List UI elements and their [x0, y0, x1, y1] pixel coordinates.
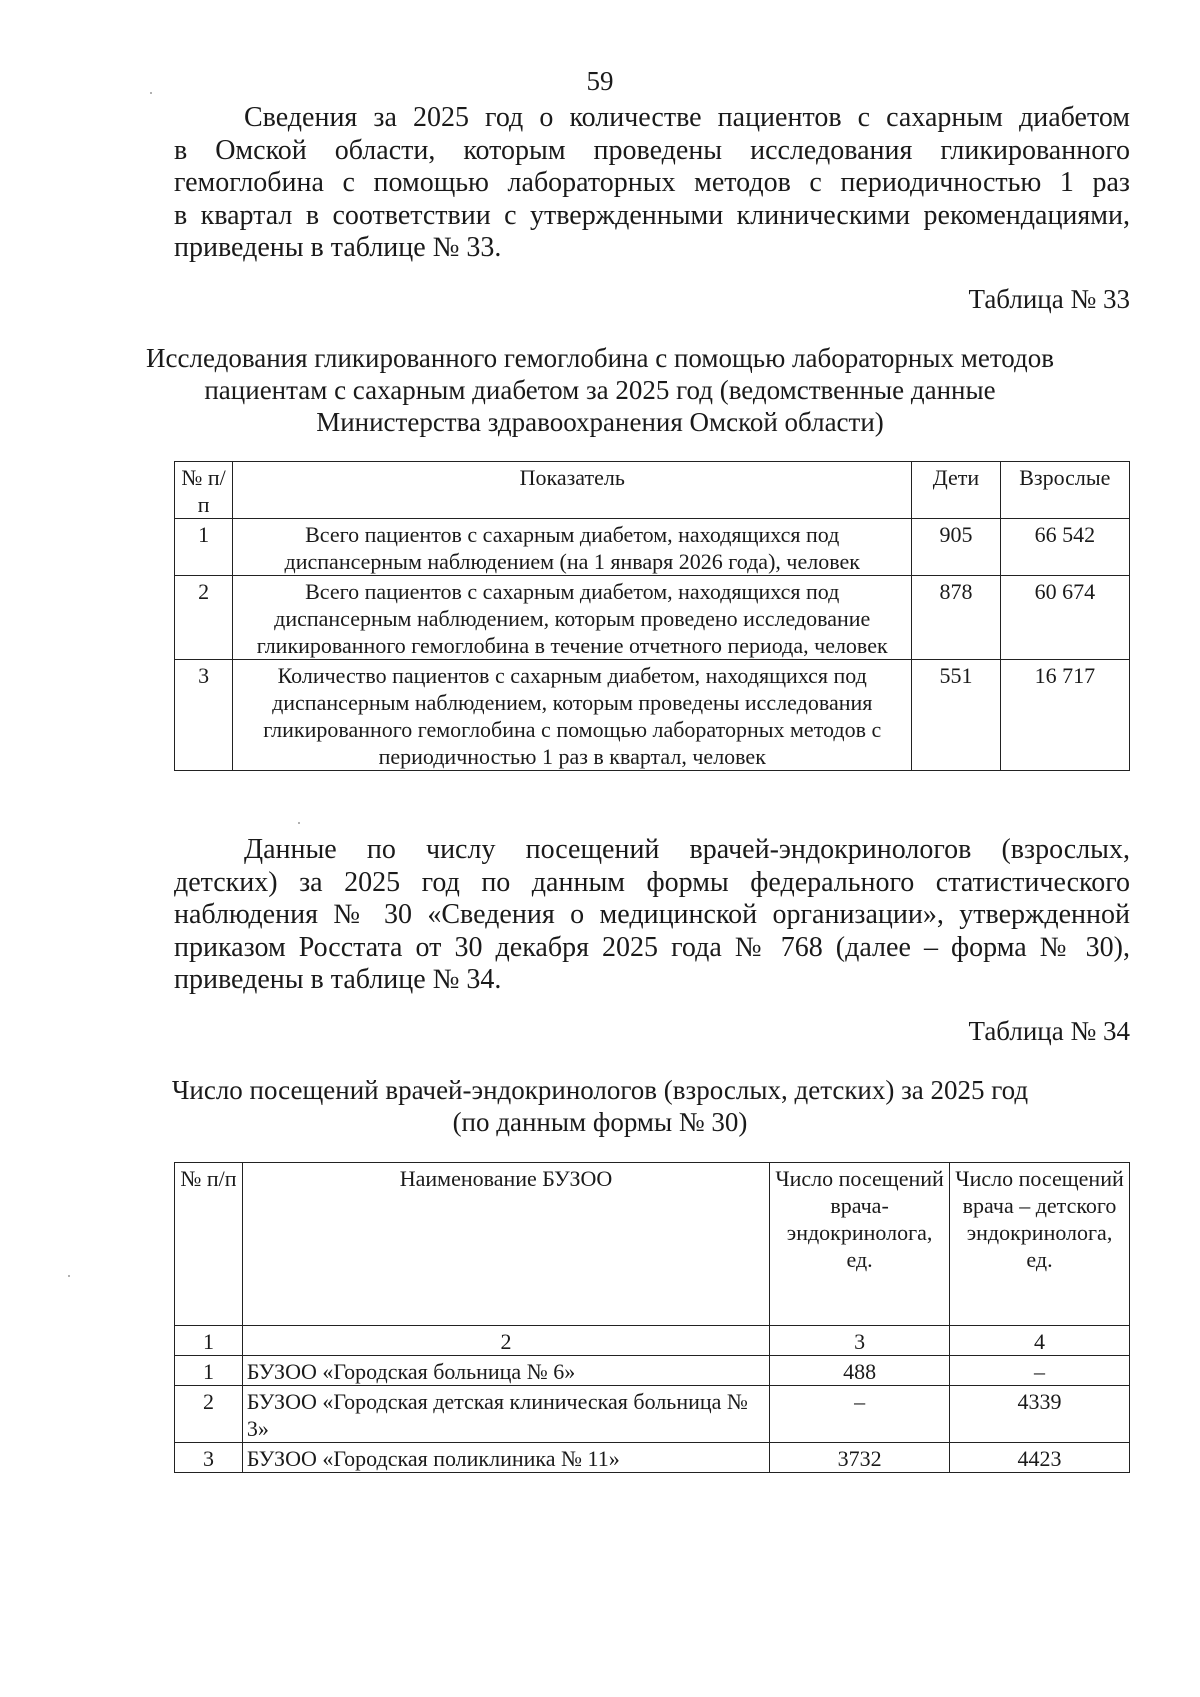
row-name: БУЗОО «Городская поликлиника № 11»	[242, 1443, 769, 1473]
column-number: 1	[175, 1326, 243, 1356]
table-33-label: Таблица № 33	[968, 284, 1130, 314]
row-adult-visits: 488	[770, 1356, 950, 1386]
second-line: наблюдения № 30 «Сведения о медицинской организации», утвержденной	[174, 899, 1130, 930]
header-indicator: Показатель	[233, 462, 912, 519]
scan-speck	[68, 1275, 70, 1277]
row-child-visits: 4423	[950, 1443, 1130, 1473]
table-34-title-line: (по данным формы № 30)	[452, 1107, 748, 1137]
second-line: Данные по числу посещений врачей-эндокринологов (взрослых,	[244, 834, 1130, 865]
table-row	[175, 660, 1130, 771]
row-adult-visits: 3732	[770, 1443, 950, 1473]
header-children: Дети	[912, 462, 1000, 519]
second-line: приведены в таблице № 34.	[174, 964, 502, 995]
intro-line: гемоглобина с помощью лабораторных методов с периодичностью 1 раз	[174, 167, 1130, 198]
header-num: № п/п	[175, 1163, 243, 1326]
second-paragraph	[174, 834, 1130, 997]
row-indicator: Всего пациентов с сахарным диабетом, находящихся под диспансерным наблюдением (на 1 января 2026 года), человек	[233, 519, 912, 576]
table-row	[175, 1443, 1130, 1473]
table-row	[175, 519, 1130, 576]
row-adults: 66 542	[1000, 519, 1129, 576]
table-row	[175, 576, 1130, 660]
page-number: 59	[586, 66, 614, 96]
column-number: 2	[242, 1326, 769, 1356]
row-indicator: Всего пациентов с сахарным диабетом, находящихся под диспансерным наблюдением, которым проведено исследование гликированного гемоглобина в течение отчетного периода, человек	[233, 576, 912, 660]
header-adult-visits: Число посещений врача-эндокринолога, ед.	[770, 1163, 950, 1326]
row-num: 2	[175, 1386, 243, 1443]
row-child-visits: 4339	[950, 1386, 1130, 1443]
table-row	[175, 1386, 1130, 1443]
intro-line: в Омской области, которым проведены исследования гликированного	[174, 134, 1130, 166]
table-34	[174, 1162, 1130, 1473]
row-name: БУЗОО «Городская детская клиническая больница № 3»	[242, 1386, 769, 1443]
row-adult-visits: –	[770, 1386, 950, 1443]
second-line: приказом Росстата от 30 декабря 2025 года № 768 (далее – форма № 30),	[174, 931, 1130, 963]
column-number-row	[175, 1326, 1130, 1356]
header-name: Наименование БУЗОО	[242, 1163, 769, 1326]
row-children: 551	[912, 660, 1000, 771]
intro-line: Сведения за 2025 год о количестве пациентов с сахарным диабетом	[244, 102, 1130, 133]
row-num: 3	[175, 660, 233, 771]
table-header-row	[175, 1163, 1130, 1326]
row-adults: 16 717	[1000, 660, 1129, 771]
row-num: 1	[175, 519, 233, 576]
intro-line: в квартал в соответствии с утвержденными клиническими рекомендациями,	[174, 199, 1130, 231]
table-34-title	[0, 1074, 1200, 1138]
row-name: БУЗОО «Городская больница № 6»	[242, 1356, 769, 1386]
table-33-title-line: Исследования гликированного гемоглобина с помощью лабораторных методов	[146, 343, 1054, 373]
table-header-row	[175, 462, 1130, 519]
table-33-title	[0, 342, 1200, 438]
table-33-title-line: пациентам с сахарным диабетом за 2025 год (ведомственные данные	[204, 375, 996, 405]
row-adults: 60 674	[1000, 576, 1129, 660]
scan-speck	[150, 92, 152, 94]
second-line: детских) за 2025 год по данным формы федерального статистического	[174, 866, 1130, 898]
row-children: 905	[912, 519, 1000, 576]
table-34-label: Таблица № 34	[968, 1016, 1130, 1046]
table-33	[174, 461, 1130, 771]
column-number: 3	[770, 1326, 950, 1356]
table-row	[175, 1356, 1130, 1386]
row-children: 878	[912, 576, 1000, 660]
table-33-title-line: Министерства здравоохранения Омской области)	[316, 407, 884, 437]
header-child-visits: Число посещений врача – детского эндокринолога, ед.	[950, 1163, 1130, 1326]
header-num: № п/п	[175, 462, 233, 519]
row-num: 2	[175, 576, 233, 660]
column-number: 4	[950, 1326, 1130, 1356]
table-34-title-line: Число посещений врачей-эндокринологов (взрослых, детских) за 2025 год	[171, 1075, 1029, 1105]
row-indicator: Количество пациентов с сахарным диабетом, находящихся под диспансерным наблюдением, которым проведены исследования гликированного гемоглобина с помощью лабораторных методов с периодичностью 1 раз в квартал, человек	[233, 660, 912, 771]
row-num: 1	[175, 1356, 243, 1386]
scan-speck	[298, 822, 300, 824]
header-adults: Взрослые	[1000, 462, 1129, 519]
row-child-visits: –	[950, 1356, 1130, 1386]
row-num: 3	[175, 1443, 243, 1473]
intro-line: приведены в таблице № 33.	[174, 232, 502, 263]
intro-paragraph	[174, 102, 1130, 265]
